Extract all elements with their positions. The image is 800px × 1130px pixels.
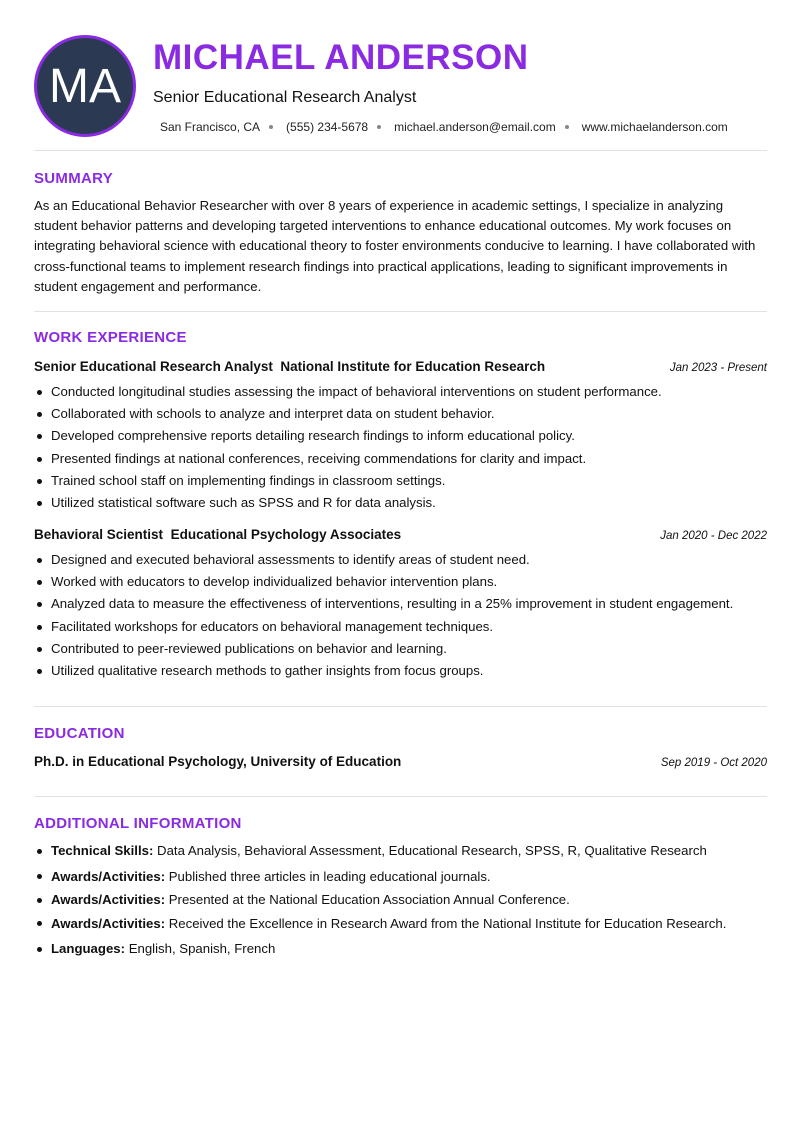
job-dates: Jan 2020 - Dec 2022 (660, 530, 767, 542)
list-item: Utilized qualitative research methods to gather insights from focus groups. (34, 660, 767, 682)
list-item (34, 888, 767, 912)
candidate-name: MICHAEL ANDERSON (153, 38, 529, 77)
contact-location: San Francisco, CA (160, 120, 261, 134)
contact-bar (160, 120, 728, 134)
info-label: Languages: (51, 941, 126, 956)
divider (34, 150, 767, 151)
info-value: English, Spanish, French (128, 941, 276, 956)
education-degree: Ph.D. in Educational Psychology, University of Education (34, 754, 402, 769)
education-heading: EDUCATION (34, 725, 125, 742)
list-item (34, 839, 767, 863)
job-company: National Institute for Education Research (280, 359, 546, 374)
education-dates: Sep 2019 - Oct 2020 (660, 757, 767, 769)
info-label: Awards/Activities: (51, 915, 166, 931)
list-item (34, 937, 767, 961)
divider (34, 706, 767, 707)
avatar-initials: MA (49, 59, 121, 113)
job-header (34, 527, 767, 542)
job-dates: Jan 2023 - Present (669, 362, 767, 374)
job-role: Senior Educational Research Analyst (34, 359, 273, 374)
info-value: Received the Excellence in Research Award from the National Institute for Education Research. (168, 915, 727, 931)
additional-info-heading: ADDITIONAL INFORMATION (34, 815, 242, 832)
job-role: Behavioral Scientist (34, 527, 164, 542)
summary-text: As an Educational Behavior Researcher with over 8 years of experience in academic settings, I specialize in analyzing student behavior patterns and developing targeted interventions to enhance educational outcomes. My work focuses on integrating behavioral science with educational theory to foster environments conducive to learning. I have collaborated with cross-functional teams to implement research findings into practical applications, leading to significant improvements in student engagement and performance. (34, 198, 756, 294)
job-header (34, 359, 767, 374)
list-item: Worked with educators to develop individualized behavior intervention plans. (34, 571, 767, 593)
additional-info-list (34, 839, 767, 961)
list-item (34, 912, 767, 936)
contact-email[interactable]: michael.anderson@email.com (394, 120, 556, 134)
job-bullets (34, 549, 767, 682)
list-item: Facilitated workshops for educators on behavioral management techniques. (34, 616, 767, 638)
list-item: Conducted longitudinal studies assessing the impact of behavioral interventions on student performance. (34, 381, 767, 403)
divider (34, 311, 767, 312)
list-item: Designed and executed behavioral assessments to identify areas of student need. (34, 549, 767, 571)
info-label: Awards/Activities: (51, 868, 166, 884)
list-item: Analyzed data to measure the effectiveness of interventions, resulting in a 25% improvement in student engagement. (34, 593, 767, 615)
list-item: Presented findings at national conferences, receiving commendations for clarity and impact. (34, 448, 767, 470)
job-bullets (34, 381, 767, 514)
job-role-company (34, 359, 545, 374)
list-item: Utilized statistical software such as SPSS and R for data analysis. (34, 492, 767, 514)
candidate-title: Senior Educational Research Analyst (153, 89, 417, 106)
contact-website[interactable]: www.michaelanderson.com (581, 120, 728, 134)
list-item (34, 865, 767, 889)
list-item: Trained school staff on implementing findings in classroom settings. (34, 470, 767, 492)
summary-heading: SUMMARY (34, 170, 114, 187)
info-label: Technical Skills: (51, 843, 154, 858)
list-item: Developed comprehensive reports detailing research findings to inform educational policy. (34, 425, 767, 447)
separator-dot (269, 125, 273, 129)
separator-dot (565, 125, 569, 129)
separator-dot (377, 125, 381, 129)
job-company: Educational Psychology Associates (170, 527, 402, 542)
divider (34, 796, 767, 797)
education-entry (34, 754, 767, 769)
list-item: Contributed to peer-reviewed publications on behavior and learning. (34, 638, 767, 660)
info-value: Published three articles in leading educational journals. (168, 868, 491, 884)
job-role-company (34, 527, 401, 542)
info-value: Data Analysis, Behavioral Assessment, Educational Research, SPSS, R, Qualitative Research (157, 843, 707, 858)
avatar (34, 35, 136, 137)
info-label: Awards/Activities: (51, 892, 166, 907)
work-experience-heading: WORK EXPERIENCE (34, 329, 187, 346)
contact-phone[interactable]: (555) 234-5678 (286, 120, 369, 134)
info-value: Presented at the National Education Association Annual Conference. (168, 892, 570, 907)
list-item: Collaborated with schools to analyze and interpret data on student behavior. (34, 403, 767, 425)
